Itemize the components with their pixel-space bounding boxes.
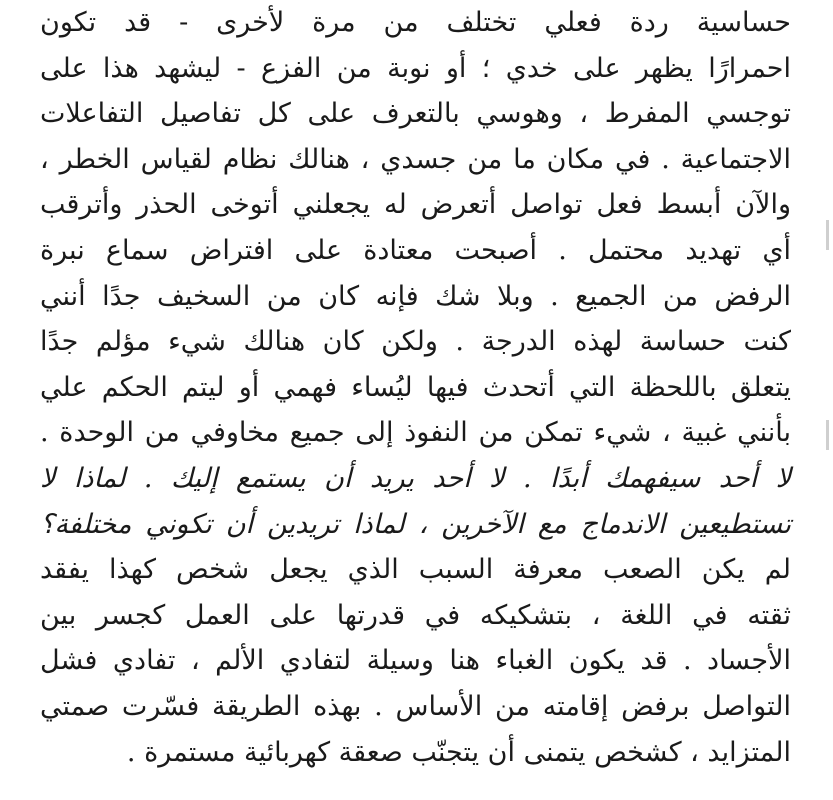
text-line-5: والآن أبسط فعل تواصل أتعرض له يجعلني أتوخى الحذر وأترقب [40,189,791,221]
page-edge-mark [826,420,829,450]
text-line-14: ثقته في اللغة ، بتشكيكه في قدرتها على العمل كجسر بين [40,599,791,631]
text-line-15: الأجساد . قد يكون الغباء هنا وسيلة لتفادي الألم ، تفادي فشل [40,645,791,677]
text-line-4: الاجتماعية . في مكان ما من جسدي ، هنالك نظام لقياس الخطر ، [40,143,791,175]
body-text [40,0,791,775]
text-line-10: بأنني غبية ، شيء تمكن من النفوذ إلى جميع مخاوفي من الوحدة . [40,417,791,449]
text-line-17: المتزايد ، كشخص يتمنى أن يتجنّب صعقة كهربائية مستمرة . [126,736,791,768]
text-line-1: حساسية ردة فعلي تختلف من مرة لأخرى - قد تكون [40,7,791,38]
text-line-12-italic-quote: تستطيعين الاندماج مع الآخرين ، لماذا تريدين أن تكوني مختلفة؟ [40,508,791,540]
text-line-13: لم يكن الصعب معرفة السبب الذي يجعل شخص كهذا يفقد [40,554,791,586]
text-line-11-italic-quote: لا أحد سيفهمك أبدًا . لا أحد يريد أن يستمع إليك . لماذا لا [40,462,791,494]
text-line-9: يتعلق باللحظة التي أتحدث فيها ليُساء فهمي أو ليتم الحكم علي [40,371,791,403]
text-line-3: توجسي المفرط ، وهوسي بالتعرف على كل تفاصيل التفاعلات [40,98,791,130]
text-line-6: أي تهديد محتمل . أصبحت معتادة على افتراض سماع نبرة [40,234,791,266]
text-line-16: التواصل برفض إقامته من الأساس . بهذه الطريقة فسّرت صمتي [40,690,791,722]
text-line-7: الرفض من الجميع . وبلا شك فإنه كان من السخيف جدًا أنني [40,280,791,312]
text-line-2: احمرارًا يظهر على خدي ؛ أو نوبة من الفزع - ليشهد هذا على [40,52,791,84]
page-edge-mark [826,220,829,250]
text-line-8: كنت حساسة لهذه الدرجة . ولكن كان هنالك شيء مؤلم جدًا [40,326,791,358]
